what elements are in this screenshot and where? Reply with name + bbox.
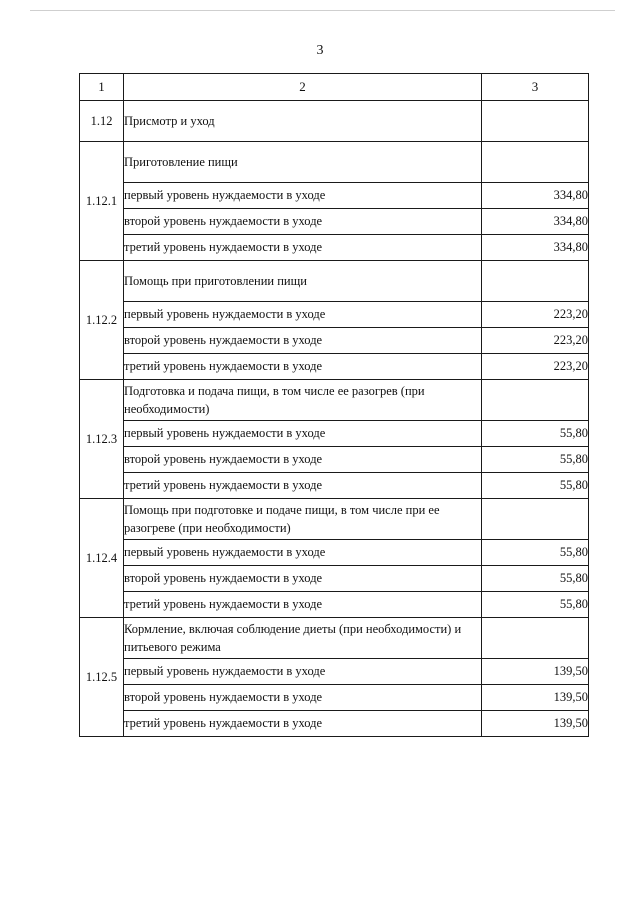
- care-level-label: второй уровень нуждаемости в уходе: [124, 447, 482, 473]
- section-title: Помощь при приготовлении пищи: [124, 261, 482, 302]
- section-title: Кормление, включая соблюдение диеты (при необходимости) и питьевого режима: [124, 618, 482, 659]
- section-title: Помощь при подготовке и подаче пищи, в том числе при ее разогреве (при необходимости): [124, 499, 482, 540]
- care-level-label: первый уровень нуждаемости в уходе: [124, 659, 482, 685]
- section-price-cell: [482, 261, 589, 302]
- section-title: Присмотр и уход: [124, 101, 482, 142]
- table-row: [80, 592, 589, 618]
- price-value: 223,20: [482, 354, 589, 380]
- price-value: 55,80: [482, 566, 589, 592]
- section-price-cell: [482, 142, 589, 183]
- column-header-3: 3: [482, 74, 589, 101]
- section-row: [80, 142, 589, 183]
- care-level-label: третий уровень нуждаемости в уходе: [124, 235, 482, 261]
- tariff-table: [79, 73, 589, 737]
- care-level-label: первый уровень нуждаемости в уходе: [124, 540, 482, 566]
- price-value: 139,50: [482, 711, 589, 737]
- table-row: [80, 183, 589, 209]
- care-level-label: первый уровень нуждаемости в уходе: [124, 183, 482, 209]
- section-row: [80, 618, 589, 659]
- table-row: [80, 473, 589, 499]
- column-header-2: 2: [124, 74, 482, 101]
- care-level-label: первый уровень нуждаемости в уходе: [124, 302, 482, 328]
- section-row: [80, 261, 589, 302]
- column-header-1: 1: [80, 74, 124, 101]
- price-value: 55,80: [482, 592, 589, 618]
- price-value: 139,50: [482, 685, 589, 711]
- section-row: [80, 499, 589, 540]
- page-number: 3: [316, 43, 324, 58]
- price-value: 334,80: [482, 209, 589, 235]
- section-title: Подготовка и подача пищи, в том числе ее разогрев (при необходимости): [124, 380, 482, 421]
- table-row: [80, 447, 589, 473]
- price-value: 139,50: [482, 659, 589, 685]
- section-price-cell: [482, 499, 589, 540]
- care-level-label: второй уровень нуждаемости в уходе: [124, 328, 482, 354]
- section-price-cell: [482, 618, 589, 659]
- table-row: [80, 421, 589, 447]
- section-row: [80, 380, 589, 421]
- section-price-cell: [482, 101, 589, 142]
- price-value: 55,80: [482, 540, 589, 566]
- table-row: [80, 540, 589, 566]
- table-row: [80, 302, 589, 328]
- section-code: 1.12.1: [80, 142, 124, 261]
- table-row: [80, 659, 589, 685]
- care-level-label: третий уровень нуждаемости в уходе: [124, 711, 482, 737]
- section-code: 1.12.2: [80, 261, 124, 380]
- price-value: 55,80: [482, 447, 589, 473]
- price-value: 223,20: [482, 328, 589, 354]
- table-row: [80, 328, 589, 354]
- care-level-label: третий уровень нуждаемости в уходе: [124, 354, 482, 380]
- tariff-table-body: [80, 74, 589, 737]
- table-row: [80, 209, 589, 235]
- care-level-label: второй уровень нуждаемости в уходе: [124, 685, 482, 711]
- table-row: [80, 354, 589, 380]
- care-level-label: первый уровень нуждаемости в уходе: [124, 421, 482, 447]
- section-code: 1.12: [80, 101, 124, 142]
- section-code: 1.12.4: [80, 499, 124, 618]
- section-code: 1.12.3: [80, 380, 124, 499]
- section-row: [80, 101, 589, 142]
- care-level-label: третий уровень нуждаемости в уходе: [124, 592, 482, 618]
- care-level-label: второй уровень нуждаемости в уходе: [124, 566, 482, 592]
- price-value: 334,80: [482, 235, 589, 261]
- section-code: 1.12.5: [80, 618, 124, 737]
- care-level-label: третий уровень нуждаемости в уходе: [124, 473, 482, 499]
- section-title: Приготовление пищи: [124, 142, 482, 183]
- table-row: [80, 711, 589, 737]
- care-level-label: второй уровень нуждаемости в уходе: [124, 209, 482, 235]
- page-top-edge: [30, 10, 615, 11]
- price-value: 223,20: [482, 302, 589, 328]
- price-value: 55,80: [482, 473, 589, 499]
- price-value: 334,80: [482, 183, 589, 209]
- table-header-row: [80, 74, 589, 101]
- table-row: [80, 685, 589, 711]
- price-value: 55,80: [482, 421, 589, 447]
- section-price-cell: [482, 380, 589, 421]
- table-row: [80, 235, 589, 261]
- table-row: [80, 566, 589, 592]
